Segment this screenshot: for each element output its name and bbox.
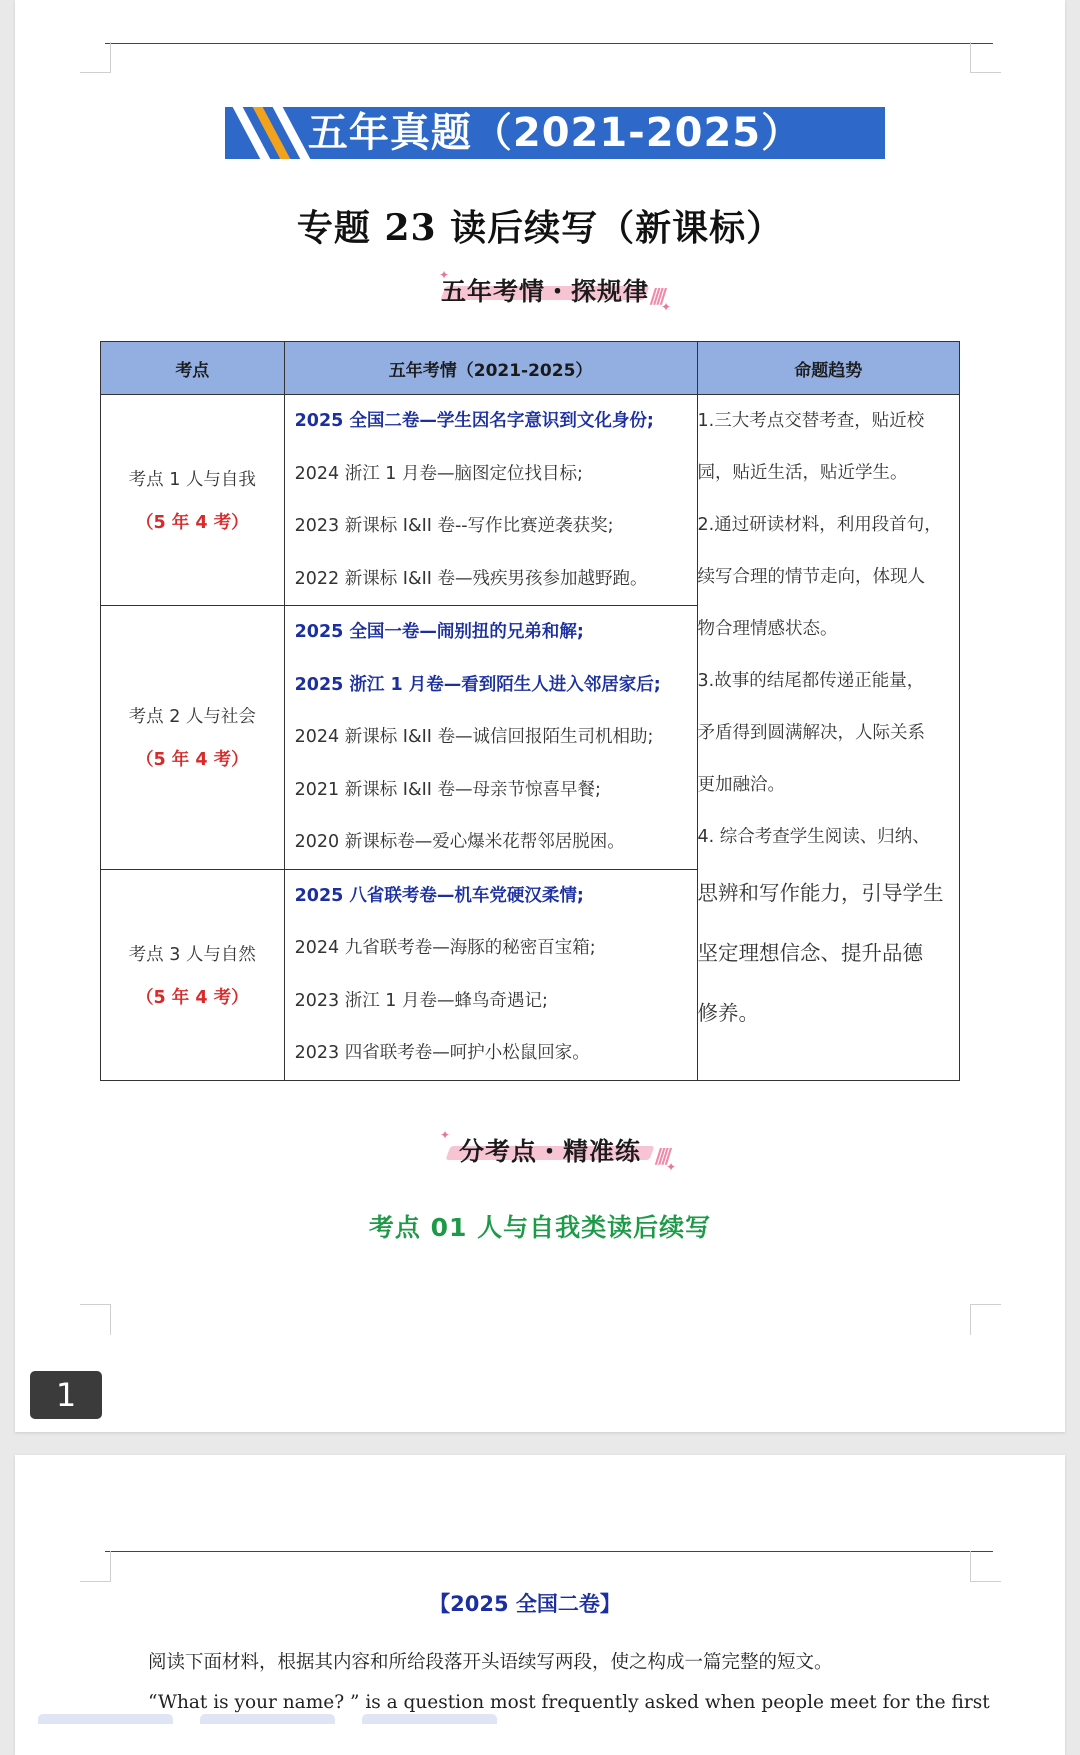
topic-count: （5 年 4 考）	[135, 987, 249, 1008]
topic-label: 考点 3 人与自然	[128, 944, 256, 965]
section-heading-text: 分考点・精准练	[458, 1137, 641, 1166]
trend-line: 4. 综合考查学生阅读、归纳、	[697, 827, 930, 847]
table-header-row	[101, 342, 960, 395]
page-number-badge: 1	[30, 1371, 102, 1419]
exam-item: 2022 新课标 I&II 卷—残疾男孩参加越野跑。	[294, 568, 648, 589]
exam-item: 2023 新课标 I&II 卷--写作比赛逆袭获奖;	[294, 516, 614, 536]
trend-line: 坚定理想信念、提升品德	[697, 941, 924, 965]
crop-mark	[80, 1551, 111, 1582]
section-heading-text: 五年考情・探规律	[440, 277, 649, 306]
table-header-cell: 五年考情（2021-2025）	[284, 342, 697, 395]
table-header-cell: 命题趋势	[697, 342, 959, 395]
exam-list-cell	[284, 869, 697, 1080]
bottom-tab[interactable]	[362, 1714, 497, 1724]
section-heading-trends: ✦ //// ✦ 五年考情・探规律	[425, 268, 665, 316]
trend-line: 修养。	[697, 1001, 760, 1025]
header-rule	[105, 1551, 993, 1552]
exam-item: 2020 新课标卷—爱心爆米花帮邻居脱困。	[294, 832, 625, 852]
trend-line: 思辨和写作能力，引导学生	[697, 881, 944, 905]
bottom-tab[interactable]	[200, 1714, 335, 1724]
subsection-title: 考点 01 人与自我类读后续写	[368, 1213, 712, 1242]
title-banner	[225, 107, 885, 159]
trend-line: 园，贴近生活，贴近学生。	[697, 463, 908, 483]
crop-mark	[970, 1551, 1001, 1582]
exam-item: 2021 新课标 I&II 卷—母亲节惊喜早餐;	[294, 779, 601, 800]
table-row	[101, 395, 960, 606]
exam-item: 2023 浙江 1 月卷—蜂鸟奇遇记;	[294, 990, 548, 1011]
document-page-1	[15, 0, 1065, 1432]
exam-item: 2025 全国一卷—闹别扭的兄弟和解;	[294, 622, 584, 642]
trend-cell	[697, 395, 959, 1081]
exam-item: 2024 浙江 1 月卷—脑图定位找目标;	[294, 463, 583, 484]
bottom-tab[interactable]	[38, 1714, 173, 1724]
trend-line: 物合理情感状态。	[697, 619, 838, 639]
header-rule	[105, 43, 993, 44]
exam-item: 2024 新课标 I&II 卷—诚信回报陌生司机相助;	[294, 727, 654, 747]
exam-analysis-table	[100, 341, 960, 1081]
trend-line: 续写合理的情节走向，体现人	[697, 567, 926, 587]
exam-item: 2025 全国二卷—学生因名字意识到文化身份;	[294, 411, 654, 431]
exam-item: 2024 九省联考卷—海豚的秘密百宝箱;	[294, 938, 596, 958]
exam-list-cell	[284, 606, 697, 870]
trend-line: 2.通过研读材料，利用段首句，	[697, 515, 942, 535]
exam-item: 2023 四省联考卷—呵护小松鼠回家。	[294, 1043, 590, 1063]
topic-label: 考点 2 人与社会	[128, 707, 256, 728]
exam-item: 2025 八省联考卷—机车党硬汉柔情;	[294, 885, 584, 906]
trend-line: 矛盾得到圆满解决，人际关系	[697, 723, 926, 743]
trend-line: 3.故事的结尾都传递正能量，	[697, 671, 925, 691]
passage-text: “What is your name? ” is a question most frequently asked when people meet for the first	[148, 1692, 990, 1713]
crop-mark	[80, 42, 111, 73]
crop-mark	[970, 42, 1001, 73]
exam-list-cell	[284, 395, 697, 606]
topic-count: （5 年 4 考）	[135, 750, 249, 771]
exam-item: 2025 浙江 1 月卷—看到陌生人进入邻居家后;	[294, 674, 661, 695]
section-heading-practice: ✦ //// ✦ 分考点・精准练	[430, 1128, 670, 1176]
table-header-cell: 考点	[101, 342, 285, 395]
topic-cell	[101, 606, 285, 870]
instruction-text: 阅读下面材料，根据其内容和所给段落开头语续写两段，使之构成一篇完整的短文。	[148, 1652, 833, 1673]
question-heading: 【2025 全国二卷】	[429, 1592, 621, 1616]
topic-count: （5 年 4 考）	[135, 513, 249, 533]
banner-title: 五年真题（2021-2025）	[307, 110, 803, 156]
topic-label: 考点 1 人与自我	[128, 470, 256, 490]
topic-cell	[101, 869, 285, 1080]
crop-mark	[80, 1304, 111, 1335]
topic-cell	[101, 395, 285, 606]
page-title: 专题 23 读后续写（新课标）	[296, 207, 784, 249]
crop-mark	[970, 1304, 1001, 1335]
trend-line: 更加融洽。	[697, 775, 786, 795]
trend-line: 1.三大考点交替考查，贴近校	[697, 411, 925, 431]
